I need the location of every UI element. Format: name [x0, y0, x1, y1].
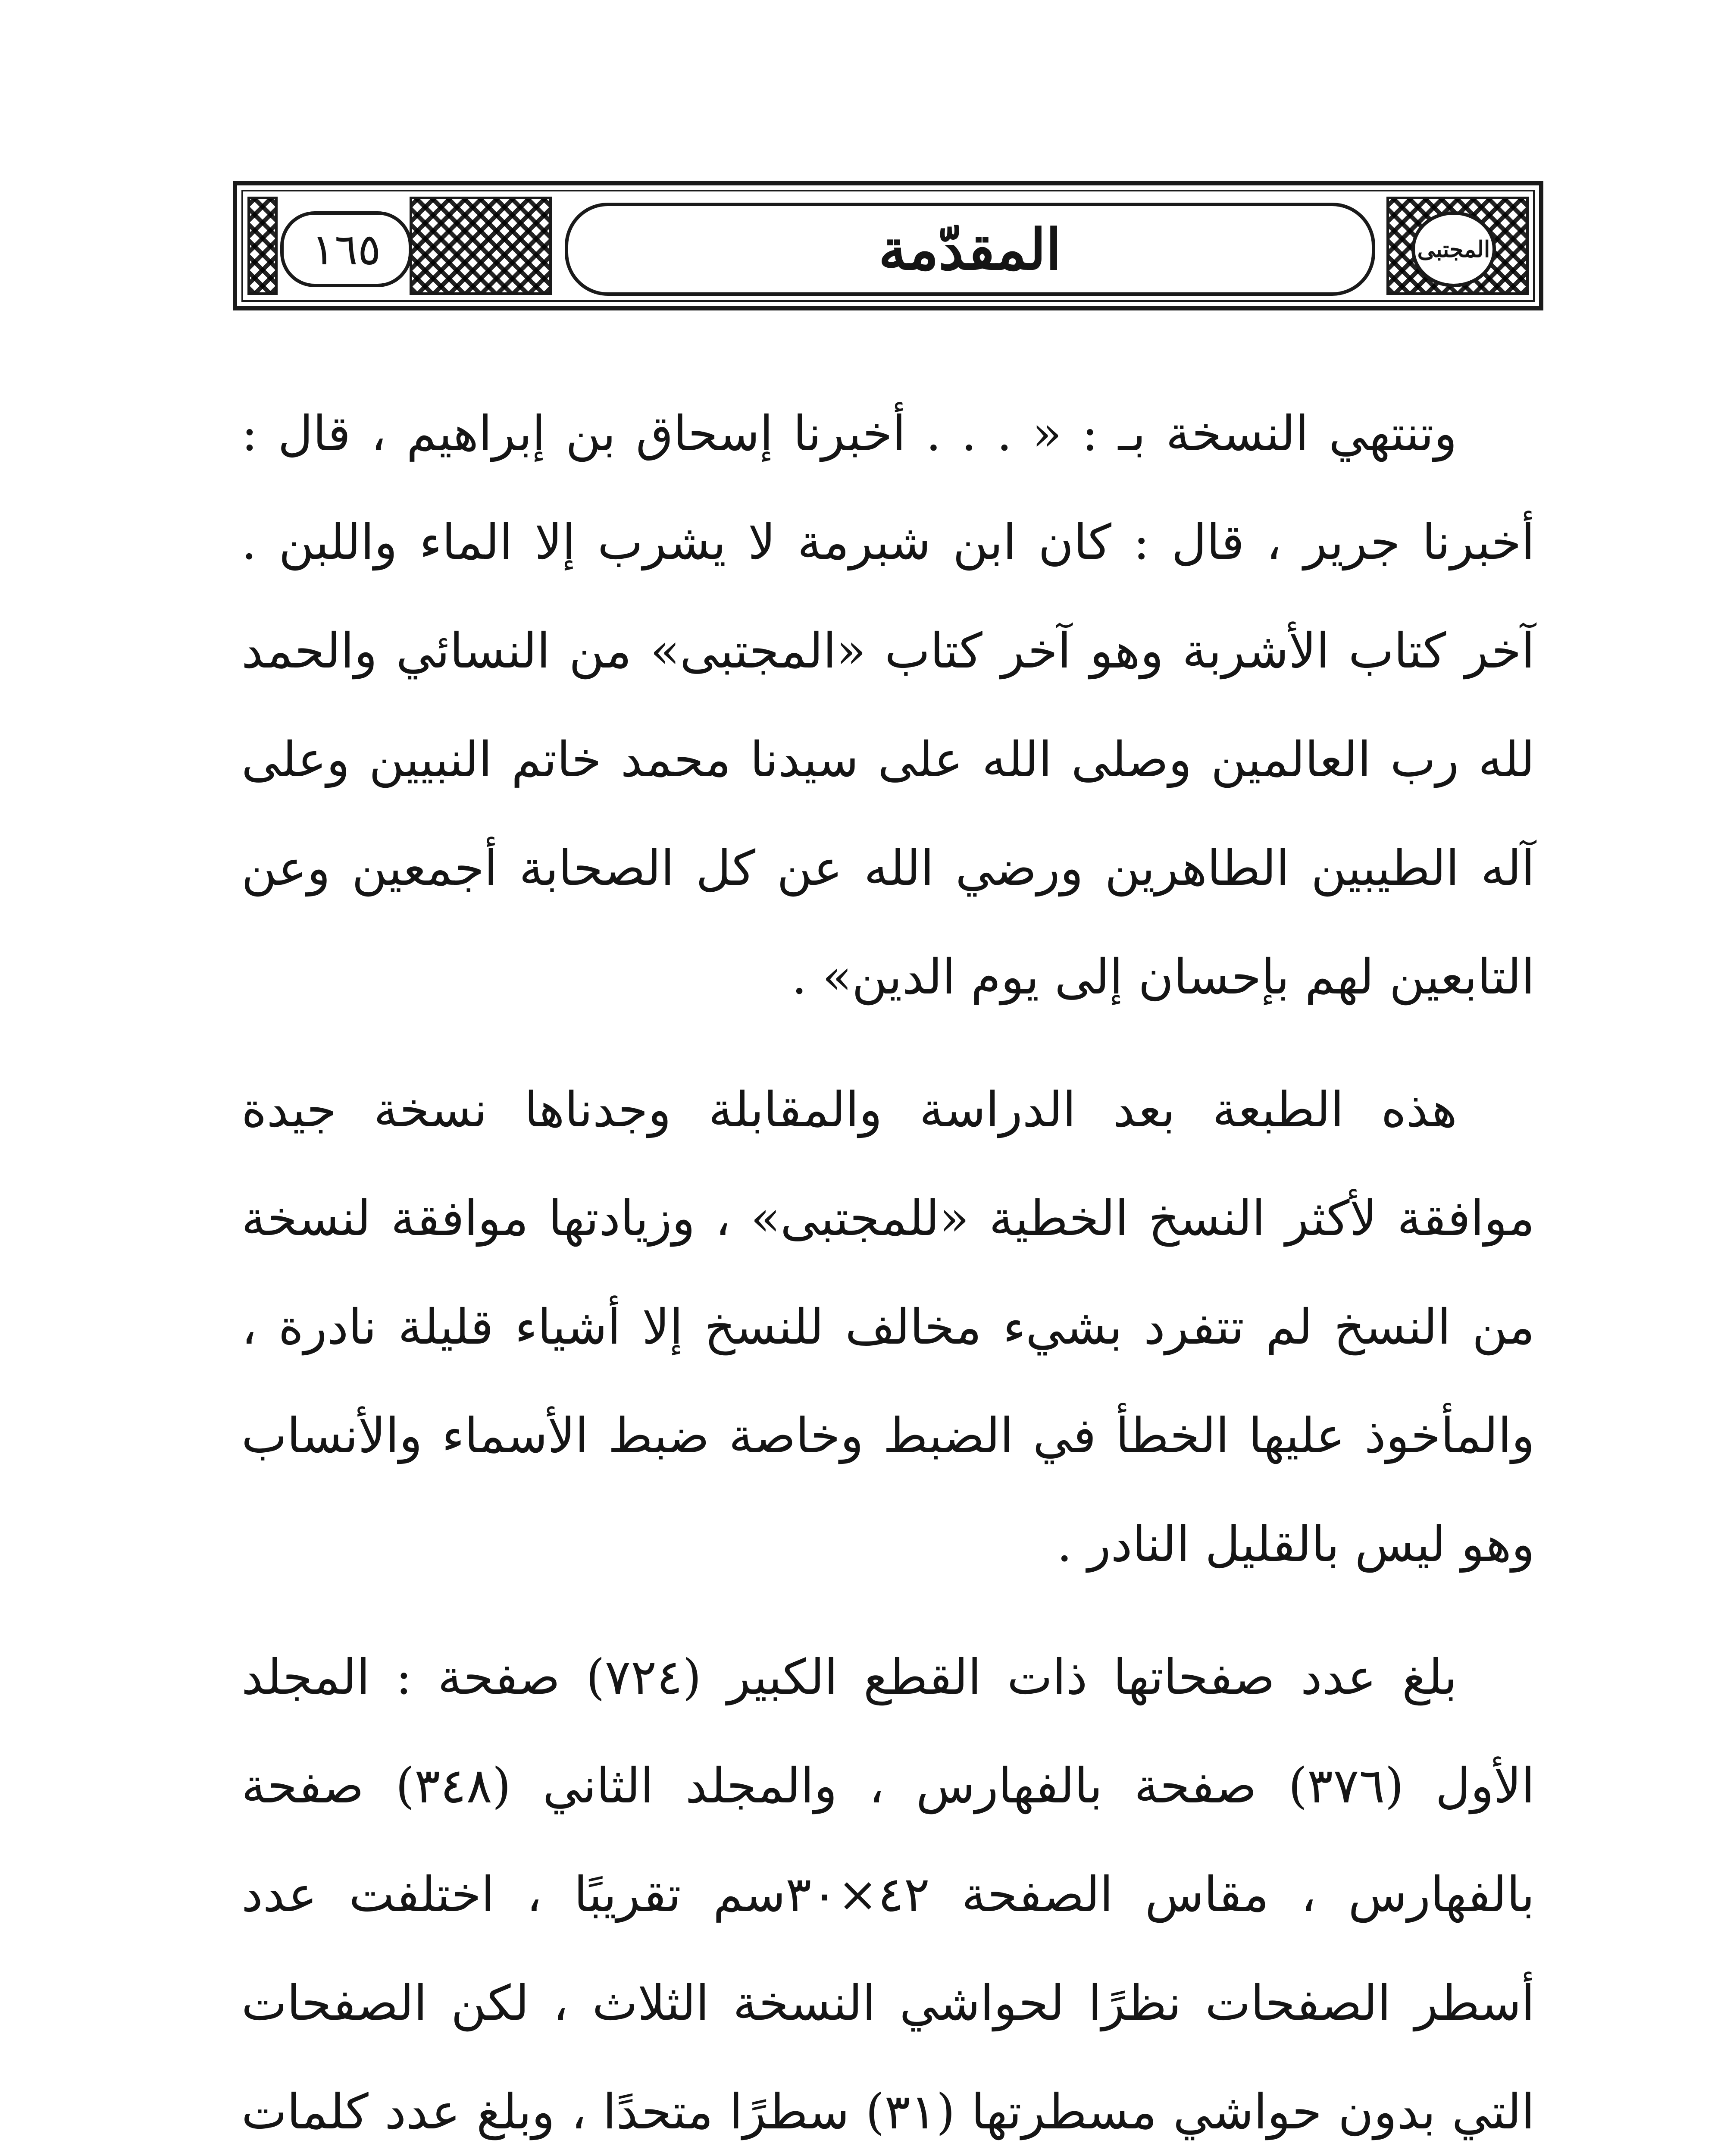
chapter-title-cartouche — [565, 203, 1375, 296]
page-header — [233, 181, 1543, 310]
paragraph-edition-assessment: هذه الطبعة بعد الدراسة والمقابلة وجدناها نسخة جيدة موافقة لأكثر النسخ الخطية «للمجتبى» ، وزيادتها موافقة لنسخة من النسخ لم تتفرد بشيء مخالف للنسخ إلا أشياء قليلة نادرة ، والمأخوذ عليها الخطأ في الضبط وخاصة ضبط الأسماء والأنساب وهو ليس بالقليل النادر . — [241, 1082, 1535, 1573]
page-number-cartouche — [280, 211, 412, 287]
chapter-title: المقدّمة — [878, 216, 1062, 282]
book-logo-emblem — [1411, 211, 1496, 287]
header-ornament-edge — [247, 197, 278, 295]
book-logo-text: المجتبى — [1417, 236, 1490, 263]
page-body — [241, 379, 1535, 2156]
paragraph-manuscript-ending: وتنتهي النسخة بـ : « . . . أخبرنا إسحاق بن إبراهيم ، قال : أخبرنا جرير ، قال : كان ابن شبرمة لا يشرب إلا الماء واللبن . آخر كتاب الأشربة وهو آخر كتاب «المجتبى» من النسائي والحمد لله رب العالمين وصلى الله على سيدنا محمد خاتم النبيين وعلى آله الطيبين الطاهرين ورضي الله عن كل الصحابة أجمعين وعن التابعين لهم بإحسان إلى يوم الدين» . — [241, 406, 1535, 1005]
header-ornament-left — [410, 197, 552, 295]
paragraph-page-count: بلغ عدد صفحاتها ذات القطع الكبير (٧٢٤) صفحة : المجلد الأول (٣٧٦) صفحة بالفهارس ، والمجلد الثاني (٣٤٨) صفحة بالفهارس ، مقاس الصفحة ٤٢×٣٠سم تقريبًا ، اختلفت عدد أسطر الصفحات نظرًا لحواشي النسخة الثلاث ، لكن الصفحات التي بدون حواشي مسطرتها (٣١) سطرًا متحدًا ، وبلغ عدد كلمات — [241, 1649, 1535, 2140]
page-number: ١٦٥ — [311, 224, 381, 275]
